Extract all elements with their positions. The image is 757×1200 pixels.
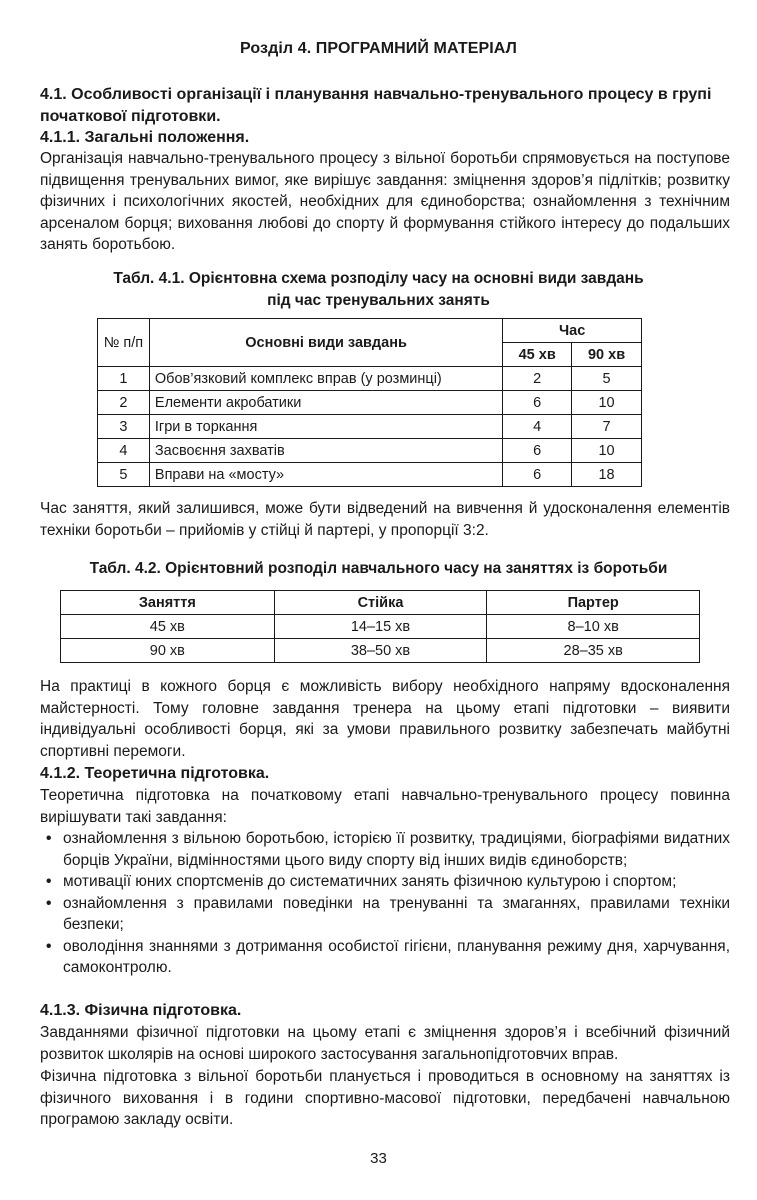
table2-header-stance: Стійка [274,591,487,615]
bullet-icon: • [46,830,52,847]
table1-header-time: Час [503,319,642,343]
heading-4-1-3: 4.1.3. Фізична підготовка. [40,1002,242,1019]
list-item-text: мотивації юних спортсменів до систематичних занять фізичною культурою і спортом; [63,873,677,890]
heading-4-1: 4.1. Особливості організації і планування навчально-тренувального процесу в групі початкової підготовки. [40,86,712,125]
theory-task-list [40,828,730,979]
table1-header-90: 90 хв [572,343,642,367]
list-item [40,936,730,979]
paragraph-physical-1: Завданнями фізичної підготовки на цьому етапі є зміцнення здоров’я і всебічний фізичний розвиток школярів на основі широкого застосування загальнопідготовчих вправ. [40,1024,730,1063]
table-row [98,439,642,463]
table2-header-session: Заняття [61,591,275,615]
paragraph-practice: На практиці в кожного борця є можливість вибору необхідного напряму вдосконалення майстерності. Тому головне завдання тренера на цьому етапі підготовки – виявити індивідуальні особливості борця, які за умови правильного розвитку забезпечать майбутні спортивні перемоги. [40,678,730,760]
table1-header-45: 45 хв [503,343,572,367]
table-training-time [60,590,700,663]
list-item [40,828,730,871]
bullet-icon: • [46,894,52,912]
table1-header-no: № п/п [98,319,150,367]
table1-cell-45: 6 [503,463,572,487]
table2-cell: 38–50 хв [274,639,487,663]
table1-cell-90: 10 [572,391,642,415]
table1-cell-task: Засвоєння захватів [149,439,502,463]
list-item [40,893,730,936]
page-number: 33 [370,1150,387,1167]
list-item-text: ознайомлення з вільною боротьбою, історією її розвитку, традиціями, біографіями видатних борців України, відмінностями цього виду спорту від інших видів єдиноборств; [63,830,730,869]
table-row [98,367,642,391]
table-row [98,391,642,415]
bullet-icon: • [46,873,52,890]
table1-cell-task: Елементи акробатики [149,391,502,415]
table2-cell: 45 хв [61,615,275,639]
table-row [61,639,700,663]
table1-cell-n: 4 [98,439,150,463]
list-item-text: оволодіння знаннями з дотримання особистої гігієни, планування режиму дня, харчування, самоконтролю. [63,937,730,976]
paragraph-physical-2: Фізична підготовка з вільної боротьби планується і проводиться в основному на заняттях із фізичного виховання і в години спортивно-масової підготовки, передбачені навчальною програмою закладу освіти. [40,1068,730,1128]
table1-cell-90: 5 [572,367,642,391]
paragraph-remaining-time: Час заняття, який залишився, може бути відведений на вивчення й удосконалення елементів техніки боротьби – прийомів у стійці й партері, у пропорції 3:2. [40,500,730,539]
table2-cell: 28–35 хв [487,639,700,663]
table-row [61,615,700,639]
list-item-text: ознайомлення з правилами поведінки на тренуванні та змаганнях, правилами техніки безпеки; [63,894,730,933]
table1-cell-task: Ігри в торкання [149,415,502,439]
table1-cell-n: 2 [98,391,150,415]
table1-cell-45: 4 [503,415,572,439]
table1-caption-line1: Табл. 4.1. Орієнтовна схема розподілу часу на основні види завдань [113,270,644,287]
table1-cell-90: 7 [572,415,642,439]
table1-cell-45: 2 [503,367,572,391]
table1-cell-90: 18 [572,463,642,487]
list-item [40,871,730,893]
table1-cell-90: 10 [572,439,642,463]
table1-cell-n: 1 [98,367,150,391]
bullet-icon: • [46,937,52,955]
table-row [98,415,642,439]
table1-caption-line2: під час тренувальних занять [267,292,490,309]
table2-header-parter: Партер [487,591,700,615]
table2-caption: Табл. 4.2. Орієнтовний розподіл навчального часу на заняттях із боротьби [89,560,668,577]
heading-4-1-1: 4.1.1. Загальні положення. [40,129,250,146]
table1-cell-task: Вправи на «мосту» [149,463,502,487]
table2-cell: 90 хв [61,639,275,663]
paragraph-theory: Теоретична підготовка на початковому етапі навчально-тренувального процесу повинна вирішувати такі завдання: [40,787,730,826]
table2-cell: 14–15 хв [274,615,487,639]
table1-cell-task: Обов’язковий комплекс вправ (у розминці) [149,367,502,391]
table1-cell-45: 6 [503,391,572,415]
section-title: Розділ 4. ПРОГРАМНИЙ МАТЕРІАЛ [240,40,517,57]
table1-cell-45: 6 [503,439,572,463]
table1-cell-n: 3 [98,415,150,439]
table2-cell: 8–10 хв [487,615,700,639]
heading-4-1-2: 4.1.2. Теоретична підготовка. [40,765,270,782]
table1-cell-n: 5 [98,463,150,487]
paragraph-general: Організація навчально-тренувального процесу з вільної боротьби спрямовується на поступове підвищення тренувальних вимог, яке вирішує завдання: зміцнення здоров’я підлітків; розвитку фізичних і психологічних якостей, необхідних для єдиноборства; ознайомлення з технічним арсеналом борця; виховання любові до спорту й формування стійкого інтересу до подальших занять боротьбою. [40,150,730,253]
table-time-distribution [97,318,642,487]
table1-header-tasks: Основні види завдань [149,319,502,367]
table-row [98,463,642,487]
